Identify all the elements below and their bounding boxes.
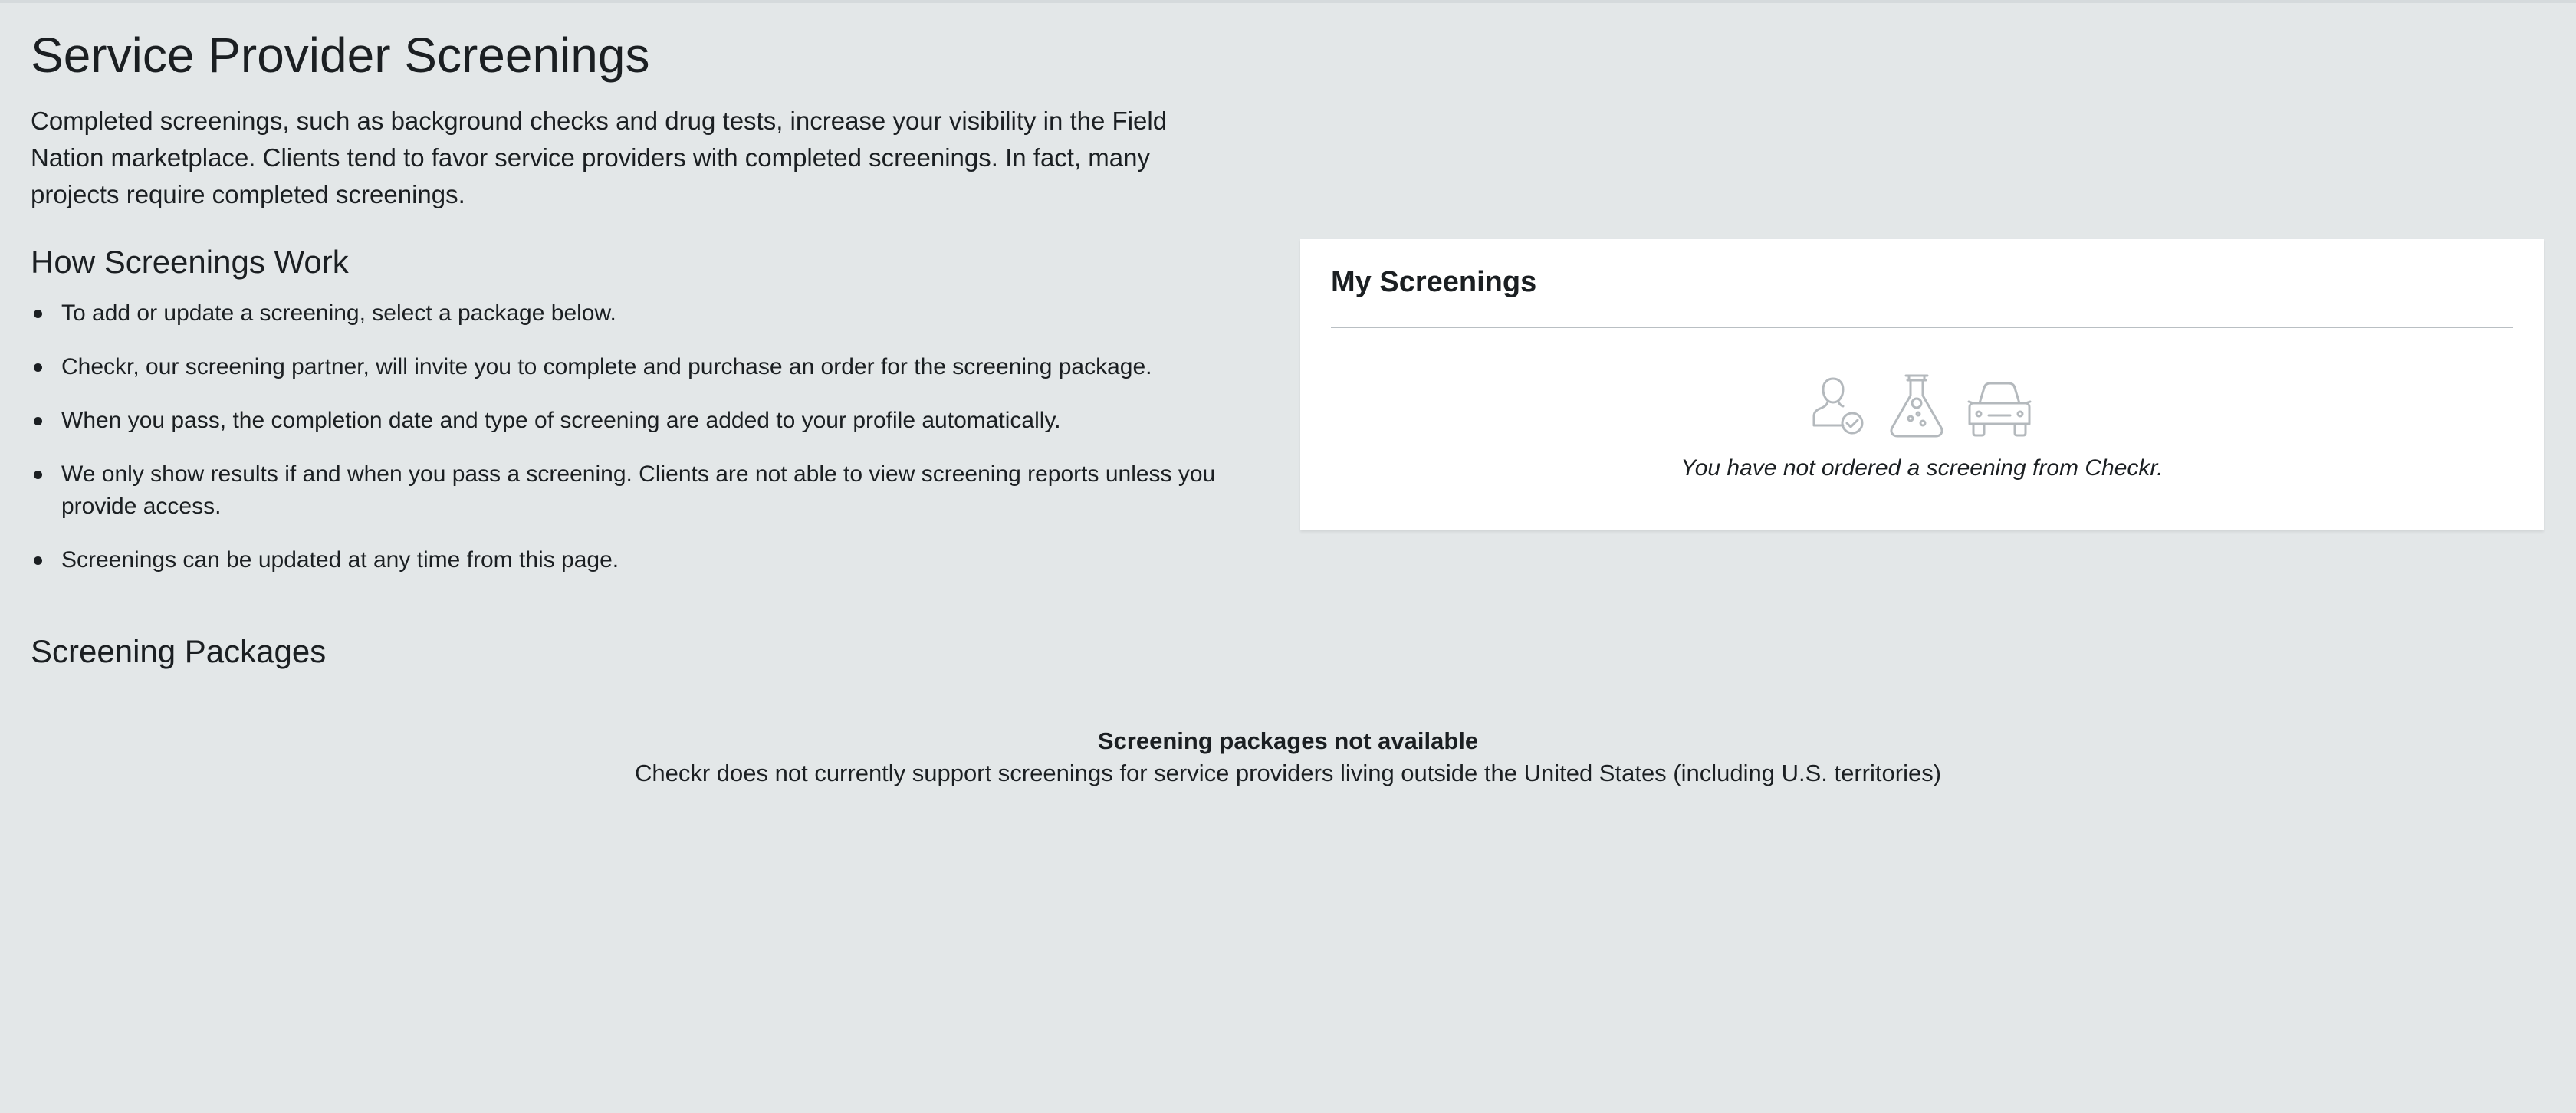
screening-type-icons: [1300, 369, 2544, 438]
packages-empty-description: Checkr does not currently support screenings for service providers living outside the United States (including U.S. territories): [634, 760, 1942, 786]
my-screenings-title: My Screenings: [1331, 266, 1537, 298]
background-check-icon: [1812, 374, 1866, 438]
bullet-icon: [34, 310, 42, 318]
list-item: [31, 297, 1242, 330]
bullet-icon: [34, 471, 42, 479]
bullet-icon: [34, 556, 42, 565]
screenings-page: [31, 0, 2545, 1113]
how-screenings-work-heading: How Screenings Work: [31, 244, 349, 280]
how-screenings-work-section: [31, 238, 1242, 598]
list-item-text: Checkr, our screening partner, will invite you to complete and purchase an order for the screening package.: [61, 354, 1152, 379]
list-item: [31, 351, 1242, 383]
page-title: Service Provider Screenings: [31, 28, 650, 83]
list-item: [31, 544, 1242, 576]
screening-packages-heading: Screening Packages: [31, 633, 327, 669]
list-item: [31, 405, 1242, 437]
list-item-text: Screenings can be updated at any time from this page.: [61, 547, 619, 573]
drug-test-icon: [1886, 373, 1947, 438]
list-item-text: When you pass, the completion date and type of screening are added to your profile automatically.: [61, 408, 1061, 433]
list-item: [31, 458, 1242, 523]
list-item-text: We only show results if and when you pass a screening. Clients are not able to view screening reports unless you provide access.: [61, 461, 1216, 519]
my-screenings-empty-message: You have not ordered a screening from Checkr.: [1681, 455, 2164, 481]
packages-empty-state: [31, 725, 2545, 790]
how-screenings-work-list: [31, 297, 1242, 576]
list-item-text: To add or update a screening, select a package below.: [61, 300, 616, 326]
my-screenings-card: [1300, 239, 2544, 530]
card-divider: [1331, 327, 2513, 328]
vehicle-check-icon: [1967, 380, 2032, 438]
bullet-icon: [34, 417, 42, 425]
bullet-icon: [34, 363, 42, 372]
packages-empty-title: Screening packages not available: [1097, 727, 1479, 754]
intro-paragraph: Completed screenings, such as background checks and drug tests, increase your visibility in the Field Nation marketplace. Clients tend to favor service providers with completed screenings. In fact, many projects require completed screenings.: [31, 107, 1168, 208]
